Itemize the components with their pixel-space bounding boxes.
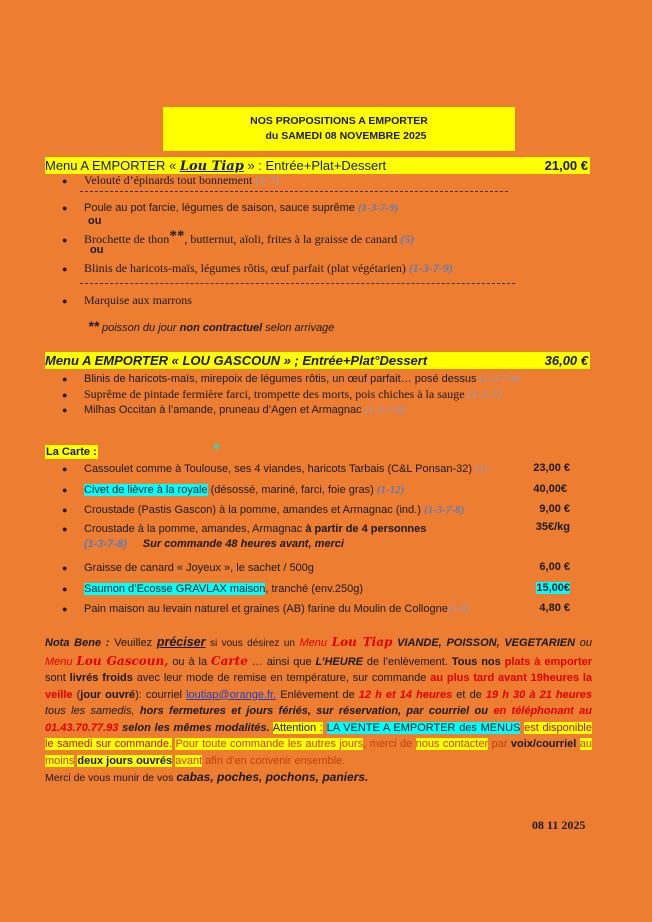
asterisk-mark: ** [169, 228, 185, 244]
separator-dashed [80, 191, 508, 192]
phone-number: en téléphonant au 01.43.70.77.93 [45, 705, 592, 734]
allergen-codes: (1-3-7-9) [408, 261, 453, 275]
footnote: ** poisson du jour non contractuel selon arrivage [88, 318, 335, 334]
carte-price: 40,00€ [533, 483, 567, 495]
allergen-codes: (1-7) [255, 173, 280, 187]
list-item: ● Blinis de haricots-maïs, légumes rôtis, œuf parfait (plat végétarien) (1-3-7-9) [62, 261, 453, 275]
lou-tiap-name: Lou Tiap [179, 159, 244, 174]
allergen-codes: (1-12) [376, 484, 405, 496]
bullet-icon: ● [62, 563, 68, 573]
carte-price: 6,00 € [539, 561, 570, 573]
bullet-icon: ● [62, 464, 68, 474]
separator-dashed [80, 283, 515, 284]
carte-price: 23,00 € [533, 462, 570, 474]
bullet-icon: ● [62, 390, 68, 400]
allergen-codes: (1-3-7-9) [357, 202, 399, 214]
menu-lou-gascoun-heading [45, 352, 590, 369]
allergen-codes: (1-3-7) [467, 387, 502, 401]
menu-lou-gascoun-price: 36,00 € [544, 353, 588, 368]
carte-item: ● Saumon d’Ecosse GRAVLAX maison, tranché (env.250g) [62, 583, 364, 595]
bullet-icon: ● [62, 296, 68, 306]
list-item: ● Poule au pot farcie, légumes de saison, sauce suprême (1-3-7-9) [62, 202, 399, 214]
cursor-mark-icon [213, 443, 220, 450]
allergen-codes: (1-3-7-8) [423, 504, 465, 516]
header-line-2: du SAMEDI 08 NOVEMBRE 2025 [265, 130, 427, 142]
carte-item: ● Graisse de canard « Joyeux », le sachet / 500g [62, 562, 314, 574]
ou-label: ou [88, 215, 102, 227]
bullet-icon: ● [62, 405, 68, 415]
allergen-codes: (1-8) [447, 603, 470, 615]
bullet-icon: ● [62, 176, 68, 186]
bullet-icon: ● [62, 374, 68, 384]
bullet-icon: ● [62, 485, 68, 495]
list-item: ● Suprême de pintade fermière farci, trompette des morts, pois chiches à la sauge (1-3-7) [62, 387, 502, 401]
highlighted-dish: Civet de lièvre à la royale [84, 484, 208, 496]
carte-price: 15,00€ [536, 582, 570, 594]
bullet-icon: ● [62, 604, 68, 614]
bullet-icon: ● [62, 505, 68, 515]
highlighted-dish: Saumon d’Ecosse GRAVLAX maison [84, 583, 266, 595]
carte-price: 35€/kg [535, 521, 570, 533]
carte-item: ● Croustade à la pomme, amandes, Armagnac à partir de 4 personnes [62, 523, 427, 535]
menu-lou-gascoun-title: Menu A EMPORTER « LOU GASCOUN » ; Entrée+Plat°Dessert [45, 353, 428, 368]
list-item: ● Blinis de haricots-maïs, mirepoix de légumes rôtis, un œuf parfait… posé dessus (1-3-7-9) [62, 373, 520, 385]
allergen-codes: (1) [475, 463, 488, 475]
email-link[interactable]: loutiap@orange.fr. [186, 688, 277, 701]
list-item: ● Velouté d’épinards tout bonnement (1-7) [62, 173, 280, 187]
list-item: ● Milhas Occitan à l’amande, pruneau d’Agen et Armagnac (1-3-7-8) [62, 404, 405, 416]
list-item: ● Brochette de thon**, butternut, aïoli, frites à la graisse de canard (5) [62, 228, 415, 246]
carte-item: ● Pain maison au levain naturel et graines (AB) farine du Moulin de Collogne(1-8) [62, 603, 470, 615]
header-line-1: NOS PROPOSITIONS A EMPORTER [250, 115, 428, 127]
allergen-codes: (1-3-7-8) [84, 538, 127, 550]
menu-lou-tiap-price: 21,00 € [544, 158, 588, 173]
menu-lou-tiap-heading [45, 157, 590, 174]
allergen-codes: (5) [400, 232, 415, 246]
menu-lou-tiap-title: Menu A EMPORTER « Lou Tiap » : Entrée+Plat+Dessert [45, 158, 387, 174]
list-item: ● Marquise aux marrons [62, 293, 192, 307]
carte-price: 4,80 € [539, 602, 570, 614]
carte-item: ● Cassoulet comme à Toulouse, ses 4 viandes, haricots Tarbais (C&L Ponsan-32) (1) [62, 463, 488, 475]
carte-price: 9,00 € [539, 503, 570, 515]
bullet-icon: ● [62, 524, 68, 534]
bullet-icon: ● [62, 235, 68, 245]
ou-label: ou [90, 244, 104, 256]
nota-bene-paragraph: Nota Bene : Veuillez préciser si vous désirez un Menu Lou Tiap VIANDE, POISSON, VEGETARIEN ou Menu Lou Gascoun, ou à la Carte … ainsi que L’HEURE de l’enlèvement. Tous nos plats à emporter sont livrés froids avec leur mode de remise en température, sur commande au plus tard avant 19heures la veille (jour ouvré): courriel loutiap@orange.fr. Enlèvement de 12 h et 14 heures et de 19 h 30 à 21 heures tous les samedis, hors fermetures et jours fériés, sur réservation, par courriel ou en téléphonant au 01.43.70.77.93 selon les mêmes modalités. Attention : LA VENTE A EMPORTER des MENUS est disponible le samedi sur commande. Pour toute commande les autres jours, merci de nous contacter par voix/courriel au moins deux jours ouvrés avant afin d’en convenir ensemble. Merci de vous munir de vos cabas, poches, pochons, paniers. [45, 635, 593, 784]
bullet-icon: ● [62, 264, 68, 274]
allergen-codes: (1-3-7-8) [364, 404, 405, 416]
allergen-codes: (1-3-7-9) [479, 373, 520, 385]
carte-item-note: (1-3-7-8) Sur commande 48 heures avant, merci [84, 538, 344, 550]
bullet-icon: ● [62, 584, 68, 594]
carte-label: La Carte : [46, 446, 97, 458]
header-title-box [163, 107, 515, 151]
carte-item: ● Croustade (Pastis Gascon) à la pomme, amandes et Armagnac (ind.) (1-3-7-8) [62, 504, 465, 516]
carte-item: ● Civet de lièvre à la royale (désossé, mariné, farci, foie gras) (1-12) [62, 484, 405, 496]
footer-date: 08 11 2025 [532, 818, 586, 832]
bullet-icon: ● [62, 203, 68, 213]
